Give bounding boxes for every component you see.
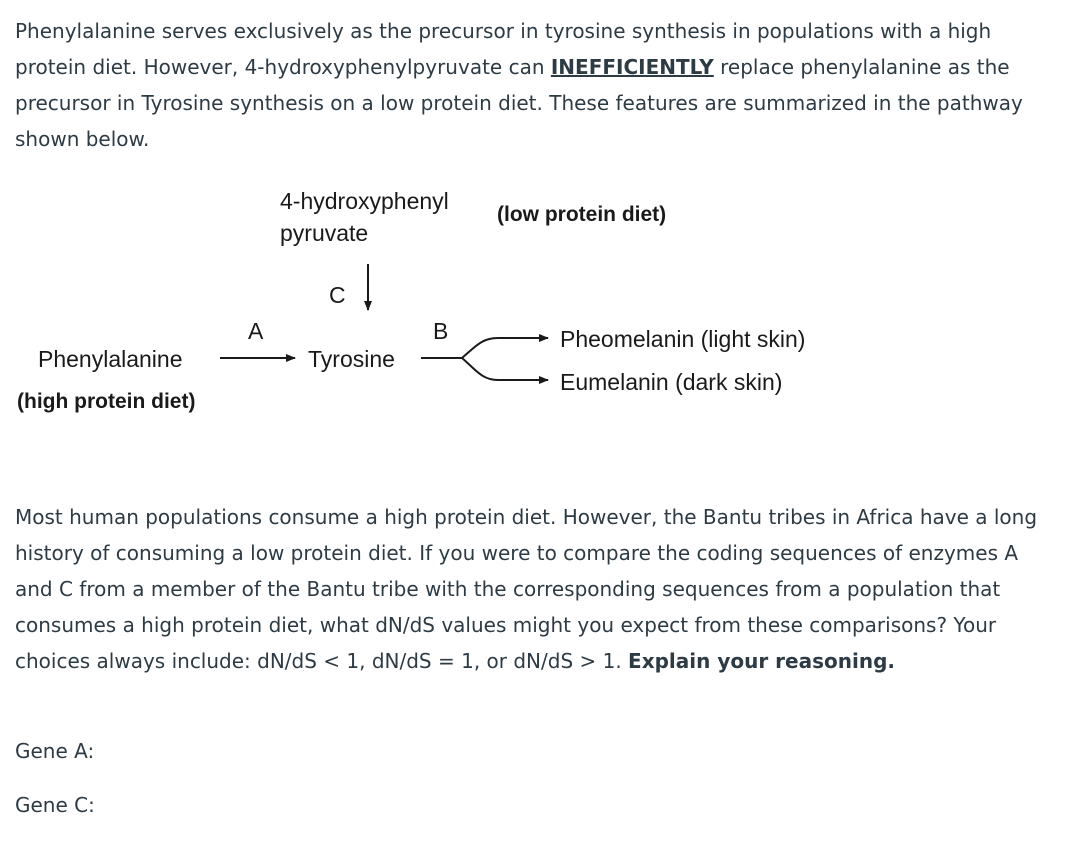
enzyme-a-label: A (248, 318, 264, 344)
eumelanin-label: Eumelanin (dark skin) (560, 369, 783, 395)
high-protein-label: (high protein diet) (17, 390, 196, 413)
phenylalanine-label: Phenylalanine (38, 346, 183, 372)
intro-text-1: Phenylalanine serves exclusively as the precursor in tyrosine synthesis in populations with a high protein diet. However, 4-hydroxyphenylpyruvate can (15, 19, 992, 79)
tyrosine-label: Tyrosine (308, 346, 395, 372)
arrow-b-eumelanin (462, 358, 548, 380)
question-text: Most human populations consume a high protein diet. However, the Bantu tribes in Africa have a long history of consuming a low protein diet. If you were to compare the coding sequences of enzymes A and C from a member of the Bantu tribe with the corresponding sequences from a population that consumes a high protein diet, what dN/dS values might you expect from these comparisons? Your choices always include: dN/dS < 1, dN/dS = 1, or dN/dS > 1. (15, 505, 1038, 673)
low-protein-label: (low protein diet) (497, 203, 667, 226)
hpp-label-line1: 4-hydroxyphenyl (280, 188, 449, 214)
pheomelanin-label: Pheomelanin (light skin) (560, 326, 806, 352)
enzyme-c-label: C (329, 282, 346, 308)
gene-c-label: Gene C: (15, 793, 95, 817)
question-paragraph (15, 499, 1055, 679)
gene-a-label: Gene A: (15, 739, 95, 763)
intro-paragraph (15, 13, 1061, 157)
intro-text-2: replace phenylalanine as the precursor in Tyrosine synthesis on a low protein diet. These features are summarized in the pathway shown below. (15, 55, 1023, 151)
enzyme-b-label: B (433, 318, 449, 344)
question-bold: Explain your reasoning. (628, 649, 895, 673)
arrow-b-pheomelanin (462, 338, 548, 358)
intro-emphasis: INEFFICIENTLY (550, 55, 714, 79)
pathway-diagram (0, 170, 1066, 440)
hpp-label-line2: pyruvate (280, 220, 369, 246)
